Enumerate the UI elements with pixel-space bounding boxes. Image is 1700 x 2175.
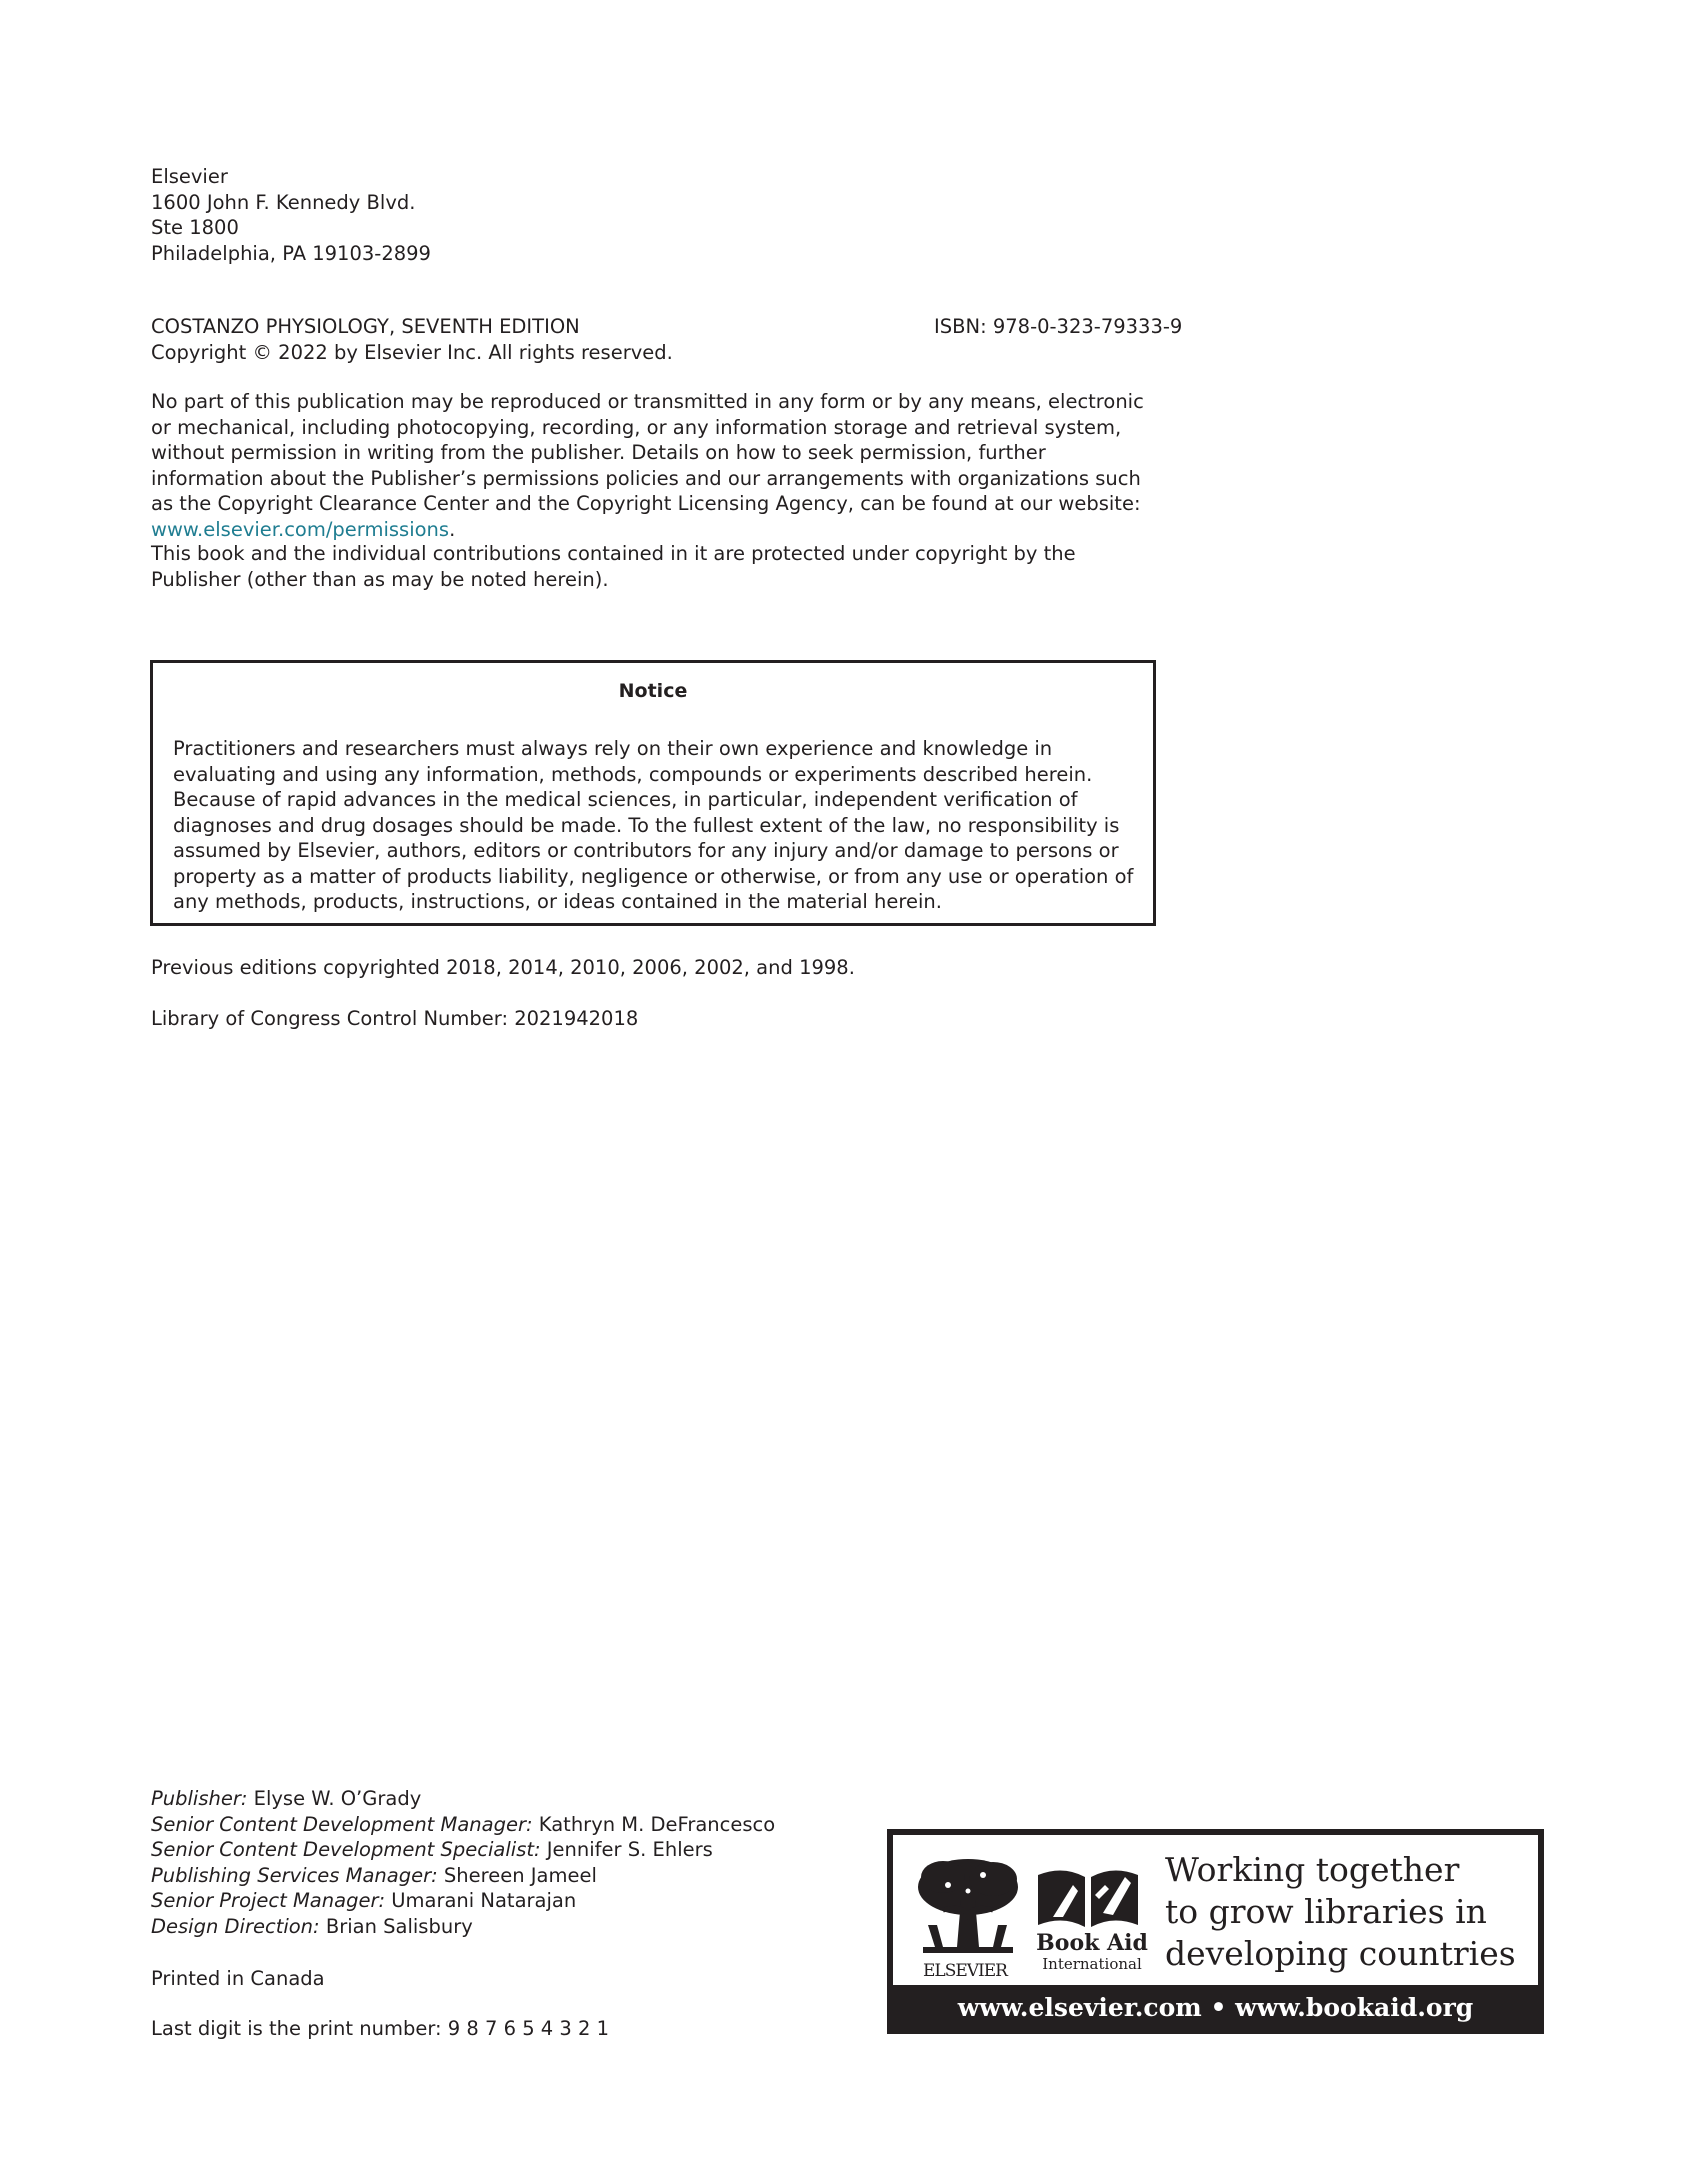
title-block bbox=[151, 314, 673, 365]
credit-name: Kathryn M. DeFrancesco bbox=[532, 1812, 776, 1836]
book-title: COSTANZO PHYSIOLOGY, SEVENTH EDITION bbox=[151, 315, 580, 338]
notice-body: Practitioners and researchers must always rely on their own experience and knowledge in evaluating and using any information, methods, compounds or experiments described herein. Because of rapid advances in the medical sciences, in particular, independent verification of diagnoses and drug dosages should be made. To the fullest extent of the law, no responsibility is assumed by Elsevier, authors, editors or contributors for any injury and/or damage to persons or property as a matter of products liability, negligence or otherwise, or from any use or operation of any methods, products, instructions, or ideas contained in the material herein. bbox=[173, 737, 1134, 913]
book-aid-banner bbox=[887, 1829, 1544, 2034]
address-line: Ste 1800 bbox=[151, 216, 239, 239]
printed-in: Printed in Canada bbox=[151, 1967, 325, 1990]
book-aid-name: Book Aid bbox=[1036, 1930, 1148, 1956]
credit-role: Senior Content Development Specialist: bbox=[151, 1838, 541, 1861]
loc-control-number: Library of Congress Control Number: 2021942018 bbox=[151, 1007, 639, 1030]
book-aid-logo-icon bbox=[1033, 1855, 1143, 1935]
elsevier-tree-logo-icon bbox=[913, 1855, 1023, 1955]
previous-editions: Previous editions copyrighted 2018, 2014, 2010, 2006, 2002, and 1998. bbox=[151, 956, 855, 979]
notice-heading: Notice bbox=[618, 680, 688, 702]
print-number: Last digit is the print number: 9 8 7 6 5 4 3 2 1 bbox=[151, 2017, 610, 2040]
protection-paragraph: This book and the individual contributions contained in it are protected under copyright by the Publisher (other than as may be noted herein). bbox=[151, 542, 1076, 591]
credit-line bbox=[151, 1863, 775, 1889]
credit-name: Jennifer S. Ehlers bbox=[540, 1838, 713, 1861]
address-line: Elsevier bbox=[151, 165, 228, 188]
credit-line bbox=[151, 1812, 775, 1838]
credit-name: Shereen Jameel bbox=[437, 1863, 597, 1887]
rights-paragraph bbox=[151, 389, 1161, 542]
rights-text: No part of this publication may be reproduced or transmitted in any form or by any means, electronic or mechanical, including photocopying, recording, or any information storage and retrieval system, without permission in writing from the publisher. Details on how to seek permission, further information about the Publisher’s permissions policies and our arrangements with organizations such as the Copyright Clearance Center and the Copyright Licensing Agency, can be found at our website: bbox=[151, 390, 1144, 515]
slogan-line: Working together bbox=[1165, 1850, 1460, 1889]
slogan-line: developing countries bbox=[1165, 1934, 1516, 1973]
credit-role: Publishing Services Manager: bbox=[151, 1863, 438, 1887]
copyright-line: Copyright © 2022 by Elsevier Inc. All rights reserved. bbox=[151, 340, 673, 364]
credit-name: Umarani Natarajan bbox=[385, 1889, 577, 1912]
banner-slogan bbox=[1165, 1849, 1516, 1975]
elsevier-wordmark: ELSEVIER bbox=[923, 1961, 1007, 1981]
credit-line bbox=[151, 1837, 775, 1863]
credit-name: Brian Salisbury bbox=[319, 1914, 473, 1938]
credit-role: Senior Content Development Manager: bbox=[151, 1812, 533, 1836]
address-line: 1600 John F. Kennedy Blvd. bbox=[151, 190, 416, 214]
banner-urls[interactable]: www.elsevier.com • www.bookaid.org bbox=[957, 1993, 1474, 2022]
credit-line bbox=[151, 1888, 775, 1914]
credit-name: Elyse W. O’Grady bbox=[247, 1787, 422, 1810]
credit-role: Design Direction: bbox=[151, 1914, 320, 1938]
notice-box bbox=[150, 660, 1156, 926]
rights-end: . bbox=[449, 517, 456, 541]
publisher-address bbox=[151, 164, 431, 266]
credit-role: Senior Project Manager: bbox=[151, 1889, 386, 1912]
isbn: ISBN: 978-0-323-79333-9 bbox=[934, 315, 1183, 338]
slogan-line: to grow libraries in bbox=[1165, 1892, 1487, 1931]
book-aid-subtitle: International bbox=[1042, 1955, 1142, 1973]
credit-role: Publisher: bbox=[151, 1787, 248, 1810]
permissions-link[interactable]: www.elsevier.com/permissions bbox=[151, 517, 450, 541]
production-credits bbox=[151, 1786, 775, 1939]
credit-line bbox=[151, 1914, 775, 1940]
credit-line bbox=[151, 1786, 775, 1812]
banner-panel bbox=[893, 1835, 1538, 1985]
address-line: Philadelphia, PA 19103-2899 bbox=[151, 241, 431, 265]
